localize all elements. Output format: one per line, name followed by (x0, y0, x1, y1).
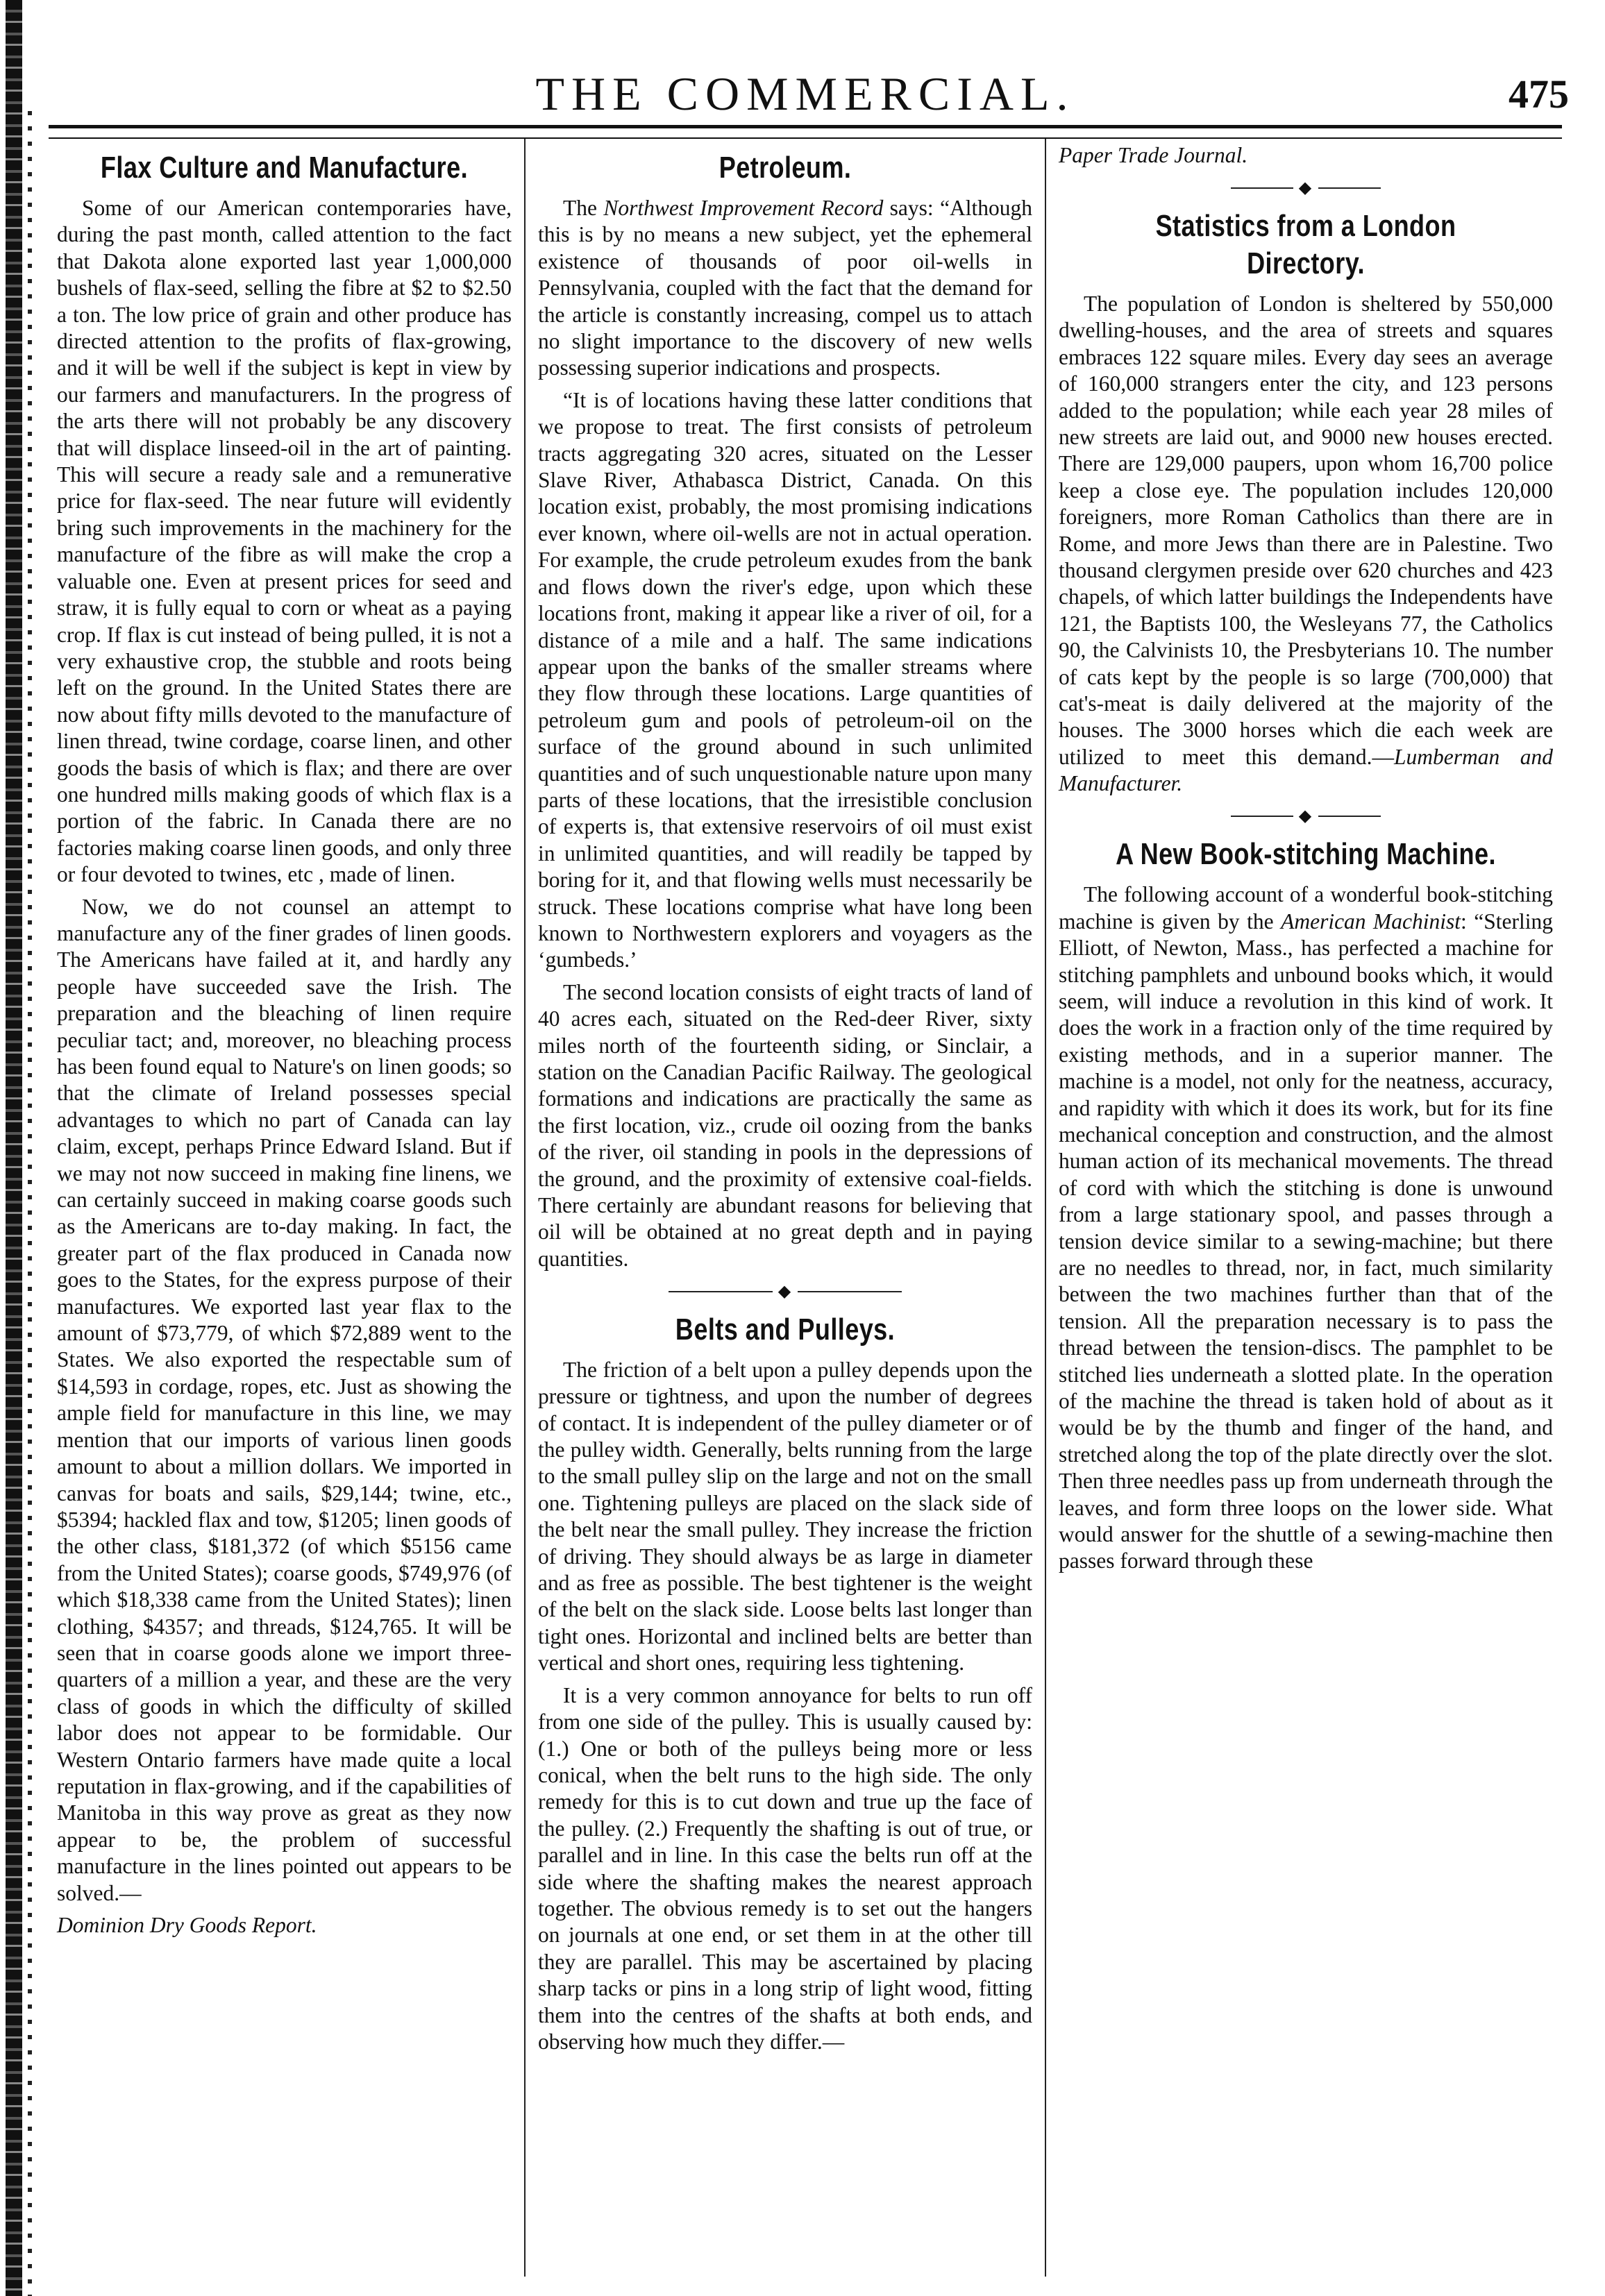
article-heading: A New Book-stitching Machine. (1116, 837, 1496, 872)
publication-name: American Machinist (1281, 909, 1461, 934)
article-paragraph (538, 195, 1032, 382)
article-paragraph: Some of our American contemporaries have, during the past month, called attention to the fact that Dakota alone exported last year 1,000,000 bushels of flax-seed, selling the fibre at $2 to $2.50 a ton. The low price of grain and other produce has directed attention to the profits of flax-growing, and it will be well if the subject is kept in view by our farmers and manufacturers. In the progress of the arts there will not probably be any discovery that will displace linseed-oil in the art of painting. This will secure a ready sale and a remunerative price for flax-seed. The near future will evidently bring such improvements in the machinery for the manufacture of the fibre as will make the crop a valuable one. Even at present prices for seed and straw, it is fully equal to corn or wheat as a paying crop. If flax is cut instead of being pulled, it is not a very exhaustive crop, the stubble and roots being left on the ground. In the United States there are now about fifty mills devoted to the manufacture of linen thread, twine cordage, coarse linen, and other goods the basis of which is flax; and there are over one hundred mills making goods of which flax is a portion of the fabric. In Canada there are no factories making coarse linen goods, and only three or four devoted to twines, etc , made of linen. (57, 196, 512, 887)
article-paragraph: The second location consists of eight tracts of land of 40 acres each, situated on the Red-deer River, sixty miles north of the fourteenth siding, or Sinclair, a station on the Canadian Pacific Railway. The geological formations and indications are practically the same as the first location, viz., crude oil oozing from the banks of the river, oil standing in pools in the depressions of the ground, and the proximity of extensive coal-fields. There certainly are abundant reasons for believing that oil will be obtained at no great depth and in paying quantities. (538, 979, 1032, 1271)
section-divider: ◆ (1059, 803, 1553, 829)
page-number: 475 (1509, 71, 1569, 117)
article-paragraph: The friction of a belt upon a pulley depends upon the pressure or tightness, and upon the number of degrees of contact. It is independent of the pulley diameter or of the pulley width. Generally, belts running from the large to the small pulley slip on the large and not on the small one. Tightening pulleys are placed on the slack side of the belt near the small pulley. They increase the friction of driving. They should always be as large in diameter and as free as possible. The best tightener is the weight of the belt on the slack side. Loose belts last longer than tight ones. Horizontal and inclined belts are better than vertical and short ones, requiring less tightening. (538, 1357, 1032, 1675)
masthead (42, 67, 1569, 122)
publication-title: THE COMMERCIAL. (535, 67, 1075, 120)
article-paragraph: “It is of locations having these latter conditions that we propose to treat. The first consists of petroleum tracts aggregating 320 acres, situated on the Lesser Slave River, Athabasca District, Canada. On this location exist, probably, the most promising indications ever known, where oil-wells are not in actual operation. For example, the crude petroleum exudes from the bank and flows down the river's edge, upon which these locations front, making it appear like a river of oil, for a distance of a mile and a half. The same indications appear upon the banks of the smaller streams where they flow through these locations. Large quantities of petroleum gum and pools of petroleum-oil on the surface of the ground abound in such unlimited quantities and of such unquestionable nature upon many parts of these locations, that the irresistible conclusion of experts is, that extensive reservoirs of oil must exist in unlimited quantities, and will readily be tapped by boring for it, and that flowing wells must necessarily be struck. These locations comprise what have long been known to Northwestern explorers and voyagers as the ‘gumbeds.’ (538, 387, 1032, 972)
article-heading: Flax Culture and Manufacture. (100, 151, 469, 185)
article-paragraph (1059, 881, 1553, 1575)
article-source: Lumberman and Manufacturer. (1059, 744, 1553, 796)
article-source: Paper Trade Journal. (1059, 143, 1248, 167)
publication-name: Northwest Improvement Record (603, 196, 884, 220)
column-1 (57, 142, 512, 1944)
column-rule (524, 139, 526, 2277)
intro-text: The (563, 196, 604, 220)
intro-text: : “Sterling Elliott, of Newton, Mass., has perfected a machine for stitching pamphlets and unbound books which, it would seem, will induce a revolution in this kind of work. It does the work in a fraction only of the time required by existing methods, and in a superior manner. The machine is a model, not only for the neatness, accuracy, and rapidity with which it does its work, but for its fine mechanical conception and construction, and the almost human action of its mechanical movements. The thread of cord with which the stitching is done is unwound from a large stationary spool, and passes through a tension device similar to a sewing-machine; but there are no needles to thread, nor, in fact, much similarity between the two machines further than that of the tension. All the preparation necessary is to pass the thread between the tension-discs. The pamphlet to be stitched lies underneath a slotted plate. In the operation of the machine the thread is taken hold of about as it would be by the thumb and finger of the hand, and stretched along the top of the plate directly over the slot. Then three needles pass up from underneath through the leaves, and form three loops on the lower side. What would answer for the shuttle of a sewing-machine then passes forward through these (1059, 909, 1553, 1573)
article-source: Dominion Dry Goods Report. (57, 1913, 317, 1937)
page-spine-edge (0, 0, 49, 2296)
article-heading: Petroleum. (719, 151, 852, 185)
header-rule (49, 125, 1562, 128)
article-heading: Statistics from a London Directory. (1155, 208, 1456, 280)
article-paragraph-continued (1059, 142, 1553, 169)
intro-text: says: “Although this is by no means a new subject, yet the ephemeral existence of thousands of poor oil-wells in Pennsylvania, coupled with the fact that the demand for the article is constantly increasing, compel us to attach no slight importance to the discovery of new wells possessing superior indications and prospects. (538, 196, 1032, 380)
column-3 (1059, 142, 1553, 1580)
article-paragraph: The population of London is sheltered by 550,000 dwelling-houses, and the area of streets and squares embraces 122 square miles. Every day sees an average of 160,000 strangers enter the city, and 123 persons added to the population; while each year 28 miles of new streets are laid out, and 9000 new houses erected. There are 129,000 paupers, upon whom 16,700 police keep a close eye. The population includes 120,000 foreigners, more Roman Catholics than there are in Rome, and more Jews than there are in Palestine. Two thousand clergymen preside over 620 churches and 423 chapels, of which latter buildings the Independents have 121, the Baptists 100, the Wesleyans 77, the Catholics 90, the Calvinists 10, the Presbyterians 10. The number of cats kept by the people is so large (700,000) that cat's-meat is daily delivered at the majority of the houses. The 3000 horses which die each week are utilized to meet this demand.—Lumberman and Manufacturer. (1059, 291, 1553, 796)
section-divider: ◆ (1059, 174, 1553, 201)
column-2 (538, 142, 1032, 2061)
header-rule-thin (49, 137, 1562, 139)
section-divider: ◆ (538, 1278, 1032, 1304)
column-rule (1045, 139, 1046, 2277)
article-heading: Belts and Pulleys. (675, 1312, 896, 1347)
article-paragraph: Now, we do not counsel an attempt to manufacture any of the finer grades of linen goods. The Americans have failed at it, and hardly any people have succeeded save the Irish. The preparation and the bleaching of linen require peculiar tact; and, moreover, no bleaching process has been found equal to Nature's on linen goods; so that the climate of Ireland possesses special advantages to which no part of Canada can lay claim, except, perhaps Prince Edward Island. But if we may not now succeed in making fine linens, we can certainly succeed in making coarse goods such as the Americans are to-day making. In fact, the greater part of the flax produced in Canada now goes to the States, for the express purpose of their manufactures. We exported last year flax to the amount of $73,779, of which $72,889 went to the States. We also exported the respectable sum of $14,593 in cordage, ropes, etc. Just as showing the ample field for manufacture in this line, we may mention that our imports of various linen goods amount to about a million dollars. We imported in canvas for boats and sails, $29,144; twine, etc., $5394; hackled flax and tow, $1205; linen goods of the other class, $181,372 (of which $5156 came from the United States); coarse goods, $749,976 (of which $18,338 came from the United States); linen clothing, $4357; and threads, $124,765. It will be seen that in coarse goods alone we import three-quarters of a million a year, and these are the very class of goods in which the difficulty of skilled labor does not appear to be formidable. Our Western Ontario farmers have made quite a local reputation in flax-growing, and if the capabilities of Manitoba in this way prove as great as they now appear to be, the problem of successful manufacture in the lines pointed out appears to be solved.— (57, 894, 512, 1905)
article-paragraph: It is a very common annoyance for belts to run off from one side of the pulley. This is usually caused by: (1.) One or both of the pulleys being more or less conical, when the belt runs to the high side. The only remedy for this is to cut down and true up the face of the pulley. (2.) Frequently the shafting is out of true, or parallel and in line. In this case the belts run off at the side where the shafting makes the nearest approach together. The obvious remedy is to set out the hangers on journals at one end, or set them in at the other till they are parallel. This may be ascertained by placing sharp tacks or pins in a long strip of light wood, fitting them into the centres of the shafts at both ends, and observing how much they differ.— (538, 1682, 1032, 2054)
intro-text: The following account of a wonderful book-stitching machine is given by the (1059, 882, 1553, 934)
